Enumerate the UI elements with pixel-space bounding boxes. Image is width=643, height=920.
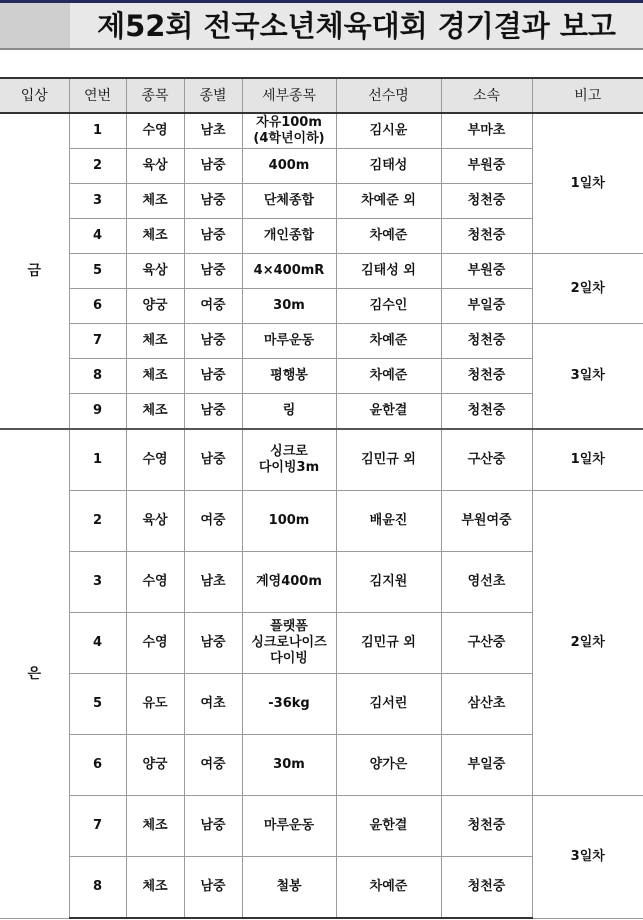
athlete-name-cell: 차예준 (336, 219, 441, 254)
athlete-name-cell: 김수인 (336, 289, 441, 324)
row-number-cell: 4 (69, 613, 126, 674)
header-event: 세부종목 (242, 78, 336, 113)
row-number-cell: 8 (69, 359, 126, 394)
sport-cell: 체조 (126, 219, 184, 254)
header-number: 연번 (69, 78, 126, 113)
table-row (0, 429, 643, 491)
team-cell: 부원여중 (441, 491, 532, 552)
athlete-name-cell: 차예준 외 (336, 184, 441, 219)
row-number-cell: 5 (69, 254, 126, 289)
team-cell: 부마초 (441, 113, 532, 149)
sport-cell: 체조 (126, 359, 184, 394)
sport-cell: 체조 (126, 796, 184, 857)
row-number-cell: 1 (69, 113, 126, 149)
athlete-name-cell: 차예준 (336, 857, 441, 919)
athlete-name-cell: 윤한결 (336, 394, 441, 430)
header-note: 비고 (532, 78, 643, 113)
row-number-cell: 8 (69, 857, 126, 919)
row-number-cell: 3 (69, 184, 126, 219)
event-cell: 계영400m (242, 552, 336, 613)
team-cell: 청천중 (441, 394, 532, 430)
event-cell: 400m (242, 149, 336, 184)
athlete-name-cell: 김민규 외 (336, 613, 441, 674)
row-number-cell: 7 (69, 324, 126, 359)
division-cell: 남중 (184, 796, 242, 857)
division-cell: 여중 (184, 735, 242, 796)
division-cell: 여초 (184, 674, 242, 735)
sport-cell: 양궁 (126, 289, 184, 324)
results-table (0, 77, 643, 919)
silver-medal-cell: 은 (0, 429, 69, 918)
team-cell: 청천중 (441, 359, 532, 394)
team-cell: 청천중 (441, 796, 532, 857)
sport-cell: 유도 (126, 674, 184, 735)
note-cell: 3일차 (532, 324, 643, 430)
athlete-name-cell: 차예준 (336, 324, 441, 359)
event-cell: 평행봉 (242, 359, 336, 394)
note-cell: 1일차 (532, 429, 643, 491)
title-accent-block (0, 3, 70, 48)
header-team: 소속 (441, 78, 532, 113)
event-cell: 4×400mR (242, 254, 336, 289)
team-cell: 삼산초 (441, 674, 532, 735)
sport-cell: 체조 (126, 324, 184, 359)
division-cell: 여중 (184, 289, 242, 324)
event-cell: -36kg (242, 674, 336, 735)
athlete-name-cell: 김태성 (336, 149, 441, 184)
row-number-cell: 3 (69, 552, 126, 613)
row-number-cell: 6 (69, 289, 126, 324)
title-bar (0, 0, 643, 51)
row-number-cell: 7 (69, 796, 126, 857)
page-title: 제52회 전국소년체육대회 경기결과 보고 (97, 9, 616, 43)
division-cell: 남중 (184, 149, 242, 184)
event-cell: 개인종합 (242, 219, 336, 254)
note-cell: 1일차 (532, 113, 643, 254)
athlete-name-cell: 김서린 (336, 674, 441, 735)
team-cell: 구산중 (441, 613, 532, 674)
note-cell: 3일차 (532, 796, 643, 919)
division-cell: 남중 (184, 857, 242, 919)
event-cell: 단체종합 (242, 184, 336, 219)
athlete-name-cell: 양가은 (336, 735, 441, 796)
division-cell: 남중 (184, 324, 242, 359)
sport-cell: 수영 (126, 429, 184, 491)
athlete-name-cell: 김태성 외 (336, 254, 441, 289)
event-cell: 철봉 (242, 857, 336, 919)
sport-cell: 체조 (126, 857, 184, 919)
note-cell: 2일차 (532, 254, 643, 324)
team-cell: 부일중 (441, 735, 532, 796)
team-cell: 청천중 (441, 324, 532, 359)
row-number-cell: 4 (69, 219, 126, 254)
table-body (0, 113, 643, 918)
event-cell: 30m (242, 735, 336, 796)
athlete-name-cell: 차예준 (336, 359, 441, 394)
table-row (0, 113, 643, 149)
header-row (0, 78, 643, 113)
event-cell: 100m (242, 491, 336, 552)
sport-cell: 육상 (126, 149, 184, 184)
row-number-cell: 2 (69, 491, 126, 552)
division-cell: 남중 (184, 613, 242, 674)
table-row (0, 254, 643, 289)
division-cell: 남중 (184, 429, 242, 491)
team-cell: 영선초 (441, 552, 532, 613)
sport-cell: 수영 (126, 552, 184, 613)
division-cell: 남초 (184, 552, 242, 613)
row-number-cell: 5 (69, 674, 126, 735)
header-medal: 입상 (0, 78, 69, 113)
division-cell: 남중 (184, 254, 242, 289)
event-cell: 마루운동 (242, 796, 336, 857)
table-row (0, 491, 643, 552)
event-cell: 30m (242, 289, 336, 324)
athlete-name-cell: 배윤진 (336, 491, 441, 552)
team-cell: 구산중 (441, 429, 532, 491)
title-bottom-rule (0, 48, 643, 50)
division-cell: 여중 (184, 491, 242, 552)
row-number-cell: 9 (69, 394, 126, 430)
event-cell: 링 (242, 394, 336, 430)
sport-cell: 육상 (126, 254, 184, 289)
row-number-cell: 2 (69, 149, 126, 184)
event-cell: 자유100m (4학년이하) (242, 113, 336, 149)
sport-cell: 수영 (126, 113, 184, 149)
event-cell: 플랫폼 싱크로나이즈 다이빙 (242, 613, 336, 674)
sport-cell: 육상 (126, 491, 184, 552)
athlete-name-cell: 김시윤 (336, 113, 441, 149)
note-cell: 2일차 (532, 491, 643, 796)
team-cell: 청천중 (441, 219, 532, 254)
team-cell: 부원중 (441, 254, 532, 289)
team-cell: 청천중 (441, 184, 532, 219)
athlete-name-cell: 김지원 (336, 552, 441, 613)
athlete-name-cell: 김민규 외 (336, 429, 441, 491)
division-cell: 남중 (184, 394, 242, 430)
event-cell: 마루운동 (242, 324, 336, 359)
header-division: 종별 (184, 78, 242, 113)
sport-cell: 체조 (126, 184, 184, 219)
header-sport: 종목 (126, 78, 184, 113)
division-cell: 남중 (184, 359, 242, 394)
division-cell: 남중 (184, 219, 242, 254)
team-cell: 부일중 (441, 289, 532, 324)
division-cell: 남초 (184, 113, 242, 149)
sport-cell: 양궁 (126, 735, 184, 796)
sport-cell: 수영 (126, 613, 184, 674)
header-athlete: 선수명 (336, 78, 441, 113)
table-row (0, 324, 643, 359)
sport-cell: 체조 (126, 394, 184, 430)
event-cell: 싱크로 다이빙3m (242, 429, 336, 491)
row-number-cell: 6 (69, 735, 126, 796)
team-cell: 부원중 (441, 149, 532, 184)
division-cell: 남중 (184, 184, 242, 219)
row-number-cell: 1 (69, 429, 126, 491)
table-row (0, 796, 643, 857)
team-cell: 청천중 (441, 857, 532, 919)
athlete-name-cell: 윤한결 (336, 796, 441, 857)
gold-medal-cell: 금 (0, 113, 69, 429)
